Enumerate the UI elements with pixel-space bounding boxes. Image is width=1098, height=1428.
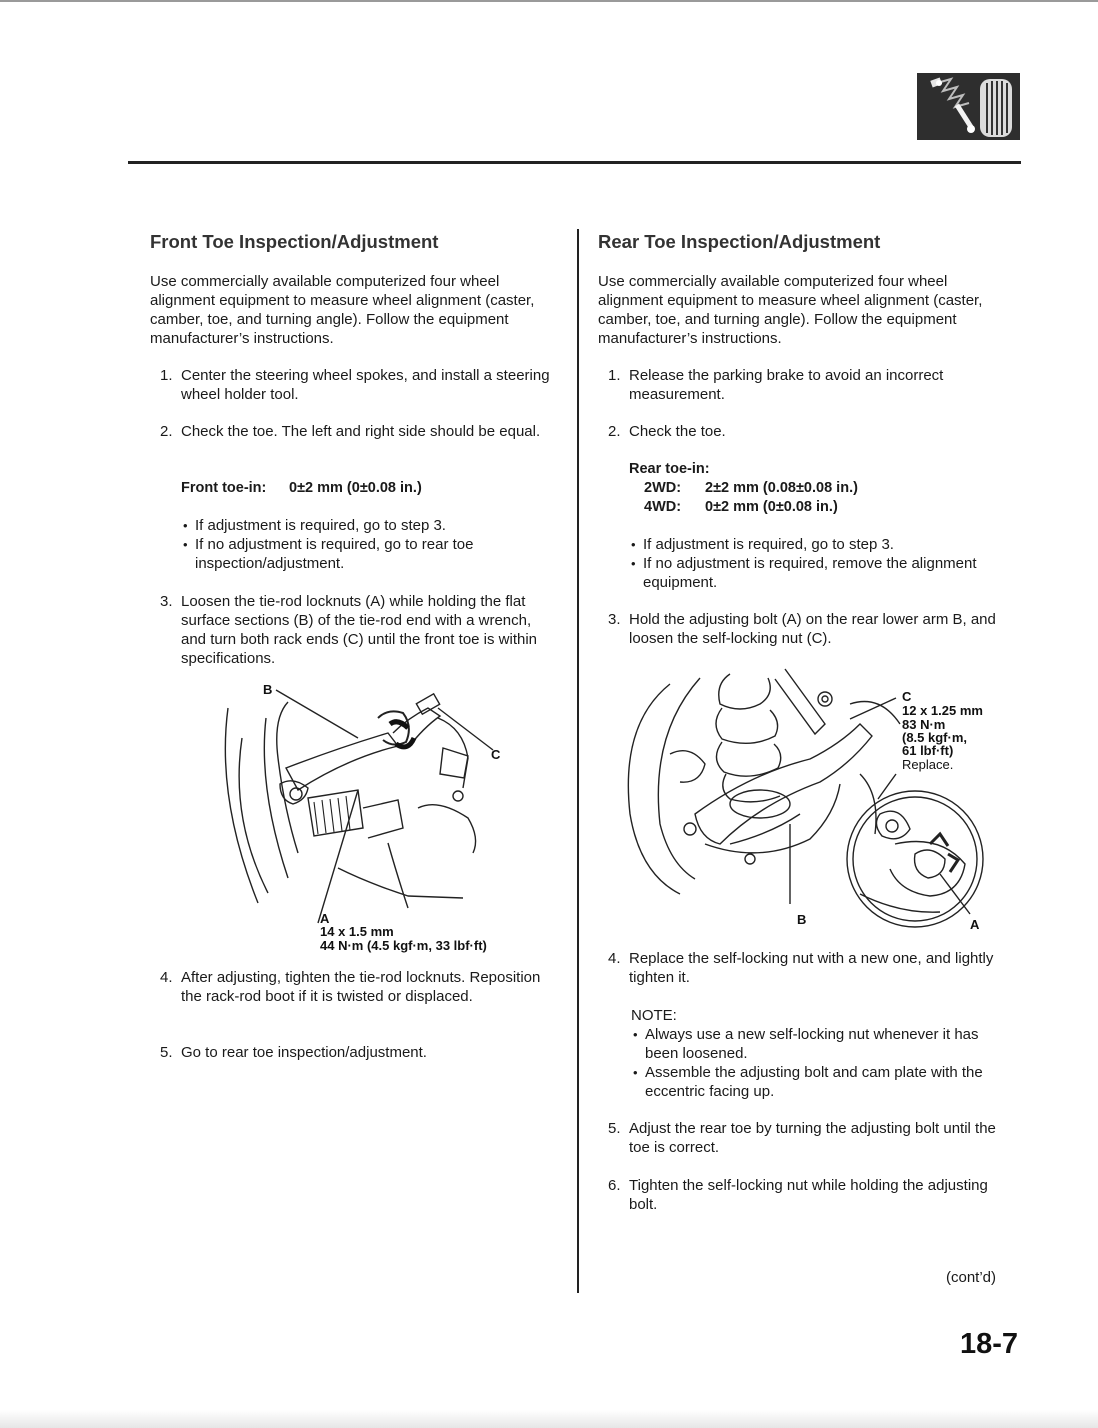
- front-step-5: [150, 1043, 560, 1062]
- suspension-icon: [917, 73, 1020, 140]
- step-text: Check the toe.: [629, 423, 726, 440]
- step-text: Check the toe. The left and right side should be equal.: [181, 423, 541, 440]
- front-toe-bullets: [181, 516, 561, 573]
- rear-step-5: [598, 1119, 1008, 1157]
- rear-toe-spec-title: Rear toe-in:: [629, 461, 710, 477]
- front-fig-label-a: A: [320, 911, 330, 926]
- column-divider: [577, 229, 579, 1293]
- step-text: Tighten the self-locking nut while holding the adjusting bolt.: [629, 1177, 988, 1213]
- step-text: After adjusting, tighten the tie-rod locknuts. Reposition the rack-rod boot if it is twisted or displaced.: [181, 969, 541, 1005]
- step-number: 2.: [608, 423, 621, 440]
- front-toe-illustration: [218, 678, 518, 938]
- page-top-rule: [0, 0, 1098, 2]
- step-number: 1.: [608, 367, 621, 384]
- front-toe-intro: Use commercially available computerized four wheel alignment equipment to measure wheel alignment (caster, camber, toe, and turning angle). Follow the equipment manufacturer’s instructions.: [150, 273, 535, 347]
- rear-step-3: [598, 610, 1008, 648]
- list-item: • If adjustment is required, go to step 3.: [181, 516, 561, 535]
- list-item: • If adjustment is required, go to step 3.: [629, 535, 1009, 554]
- front-toe-spec-label: Front toe-in:: [181, 480, 267, 496]
- step-number: 6.: [608, 1177, 621, 1194]
- rear-fig-label-size: 12 x 1.25 mm: [902, 703, 983, 718]
- list-item: • Always use a new self-locking nut whenever it has been loosened.: [631, 1025, 1011, 1063]
- rear-toe-title: Rear Toe Inspection/Adjustment: [598, 231, 881, 252]
- front-fig-label-b: B: [263, 682, 273, 697]
- step-number: 3.: [608, 611, 621, 628]
- page-number: 18-7: [960, 1328, 1019, 1360]
- rear-toe-bullets: [629, 535, 1009, 592]
- list-item: • If no adjustment is required, go to rear toe inspection/adjustment.: [181, 535, 561, 573]
- step-text: Center the steering wheel spokes, and install a steering wheel holder tool.: [181, 367, 550, 403]
- step-number: 4.: [160, 969, 173, 986]
- rear-note-bullets: [631, 1025, 1011, 1101]
- front-toe-spec-value: 0±2 mm (0±0.08 in.): [289, 480, 422, 496]
- header-rule: [128, 161, 1021, 164]
- front-fig-label-size: 14 x 1.5 mm: [320, 924, 394, 939]
- front-step-3: [150, 592, 560, 668]
- rear-toe-intro: Use commercially available computerized four wheel alignment equipment to measure wheel alignment (caster, camber, toe, and turning angle). Follow the equipment manufacturer’s instructions.: [598, 273, 983, 347]
- front-fig-label-torque: 44 N·m (4.5 kgf·m, 33 lbf·ft): [320, 938, 487, 953]
- step-text: Go to rear toe inspection/adjustment.: [181, 1044, 427, 1061]
- rear-toe-2wd-value: 2±2 mm (0.08±0.08 in.): [705, 480, 858, 496]
- continued-label: (cont’d): [946, 1269, 997, 1286]
- rear-step-1: [598, 366, 1008, 404]
- rear-fig-label-a: A: [970, 917, 980, 932]
- page-bottom-shade: [0, 1410, 1098, 1428]
- step-number: 5.: [608, 1120, 621, 1137]
- rear-step-2: [598, 422, 1008, 441]
- rear-step-6: [598, 1176, 1008, 1214]
- rear-toe-2wd-label: 2WD:: [644, 480, 682, 496]
- front-step-4: [150, 968, 560, 1006]
- rear-note-label: NOTE:: [631, 1007, 677, 1024]
- rear-fig-label-nm: 83 N·m: [902, 717, 946, 732]
- step-text: Replace the self-locking nut with a new one, and lightly tighten it.: [629, 950, 994, 986]
- step-number: 5.: [160, 1044, 173, 1061]
- front-step-1: [150, 366, 560, 404]
- step-text: Adjust the rear toe by turning the adjusting bolt until the toe is correct.: [629, 1120, 996, 1156]
- rear-toe-4wd-value: 0±2 mm (0±0.08 in.): [705, 499, 838, 515]
- rear-fig-label-c: C: [902, 689, 912, 704]
- rear-step-4: [598, 949, 1008, 987]
- rear-fig-label-b: B: [797, 912, 807, 927]
- step-text: Loosen the tie-rod locknuts (A) while holding the flat surface sections (B) of the tie-rod end with a wrench, and turn both rack ends (C) until the front toe is within specifications.: [181, 593, 538, 667]
- step-number: 3.: [160, 593, 173, 610]
- list-item: • If no adjustment is required, remove the alignment equipment.: [629, 554, 1009, 592]
- step-number: 2.: [160, 423, 173, 440]
- front-step-2: [150, 422, 560, 441]
- step-text: Hold the adjusting bolt (A) on the rear lower arm B, and loosen the self-locking nut (C).: [629, 611, 996, 647]
- rear-toe-4wd-label: 4WD:: [644, 499, 682, 515]
- rear-fig-label-kgf: (8.5 kgf·m,: [902, 730, 968, 745]
- front-toe-title: Front Toe Inspection/Adjustment: [150, 231, 439, 252]
- rear-fig-label-replace: Replace.: [902, 757, 954, 772]
- step-number: 4.: [608, 950, 621, 967]
- step-text: Release the parking brake to avoid an incorrect measurement.: [629, 367, 944, 403]
- list-item: • Assemble the adjusting bolt and cam plate with the eccentric facing up.: [631, 1063, 1011, 1101]
- rear-fig-label-lbf: 61 lbf·ft): [902, 743, 954, 758]
- front-fig-label-c: C: [491, 747, 501, 762]
- step-number: 1.: [160, 367, 173, 384]
